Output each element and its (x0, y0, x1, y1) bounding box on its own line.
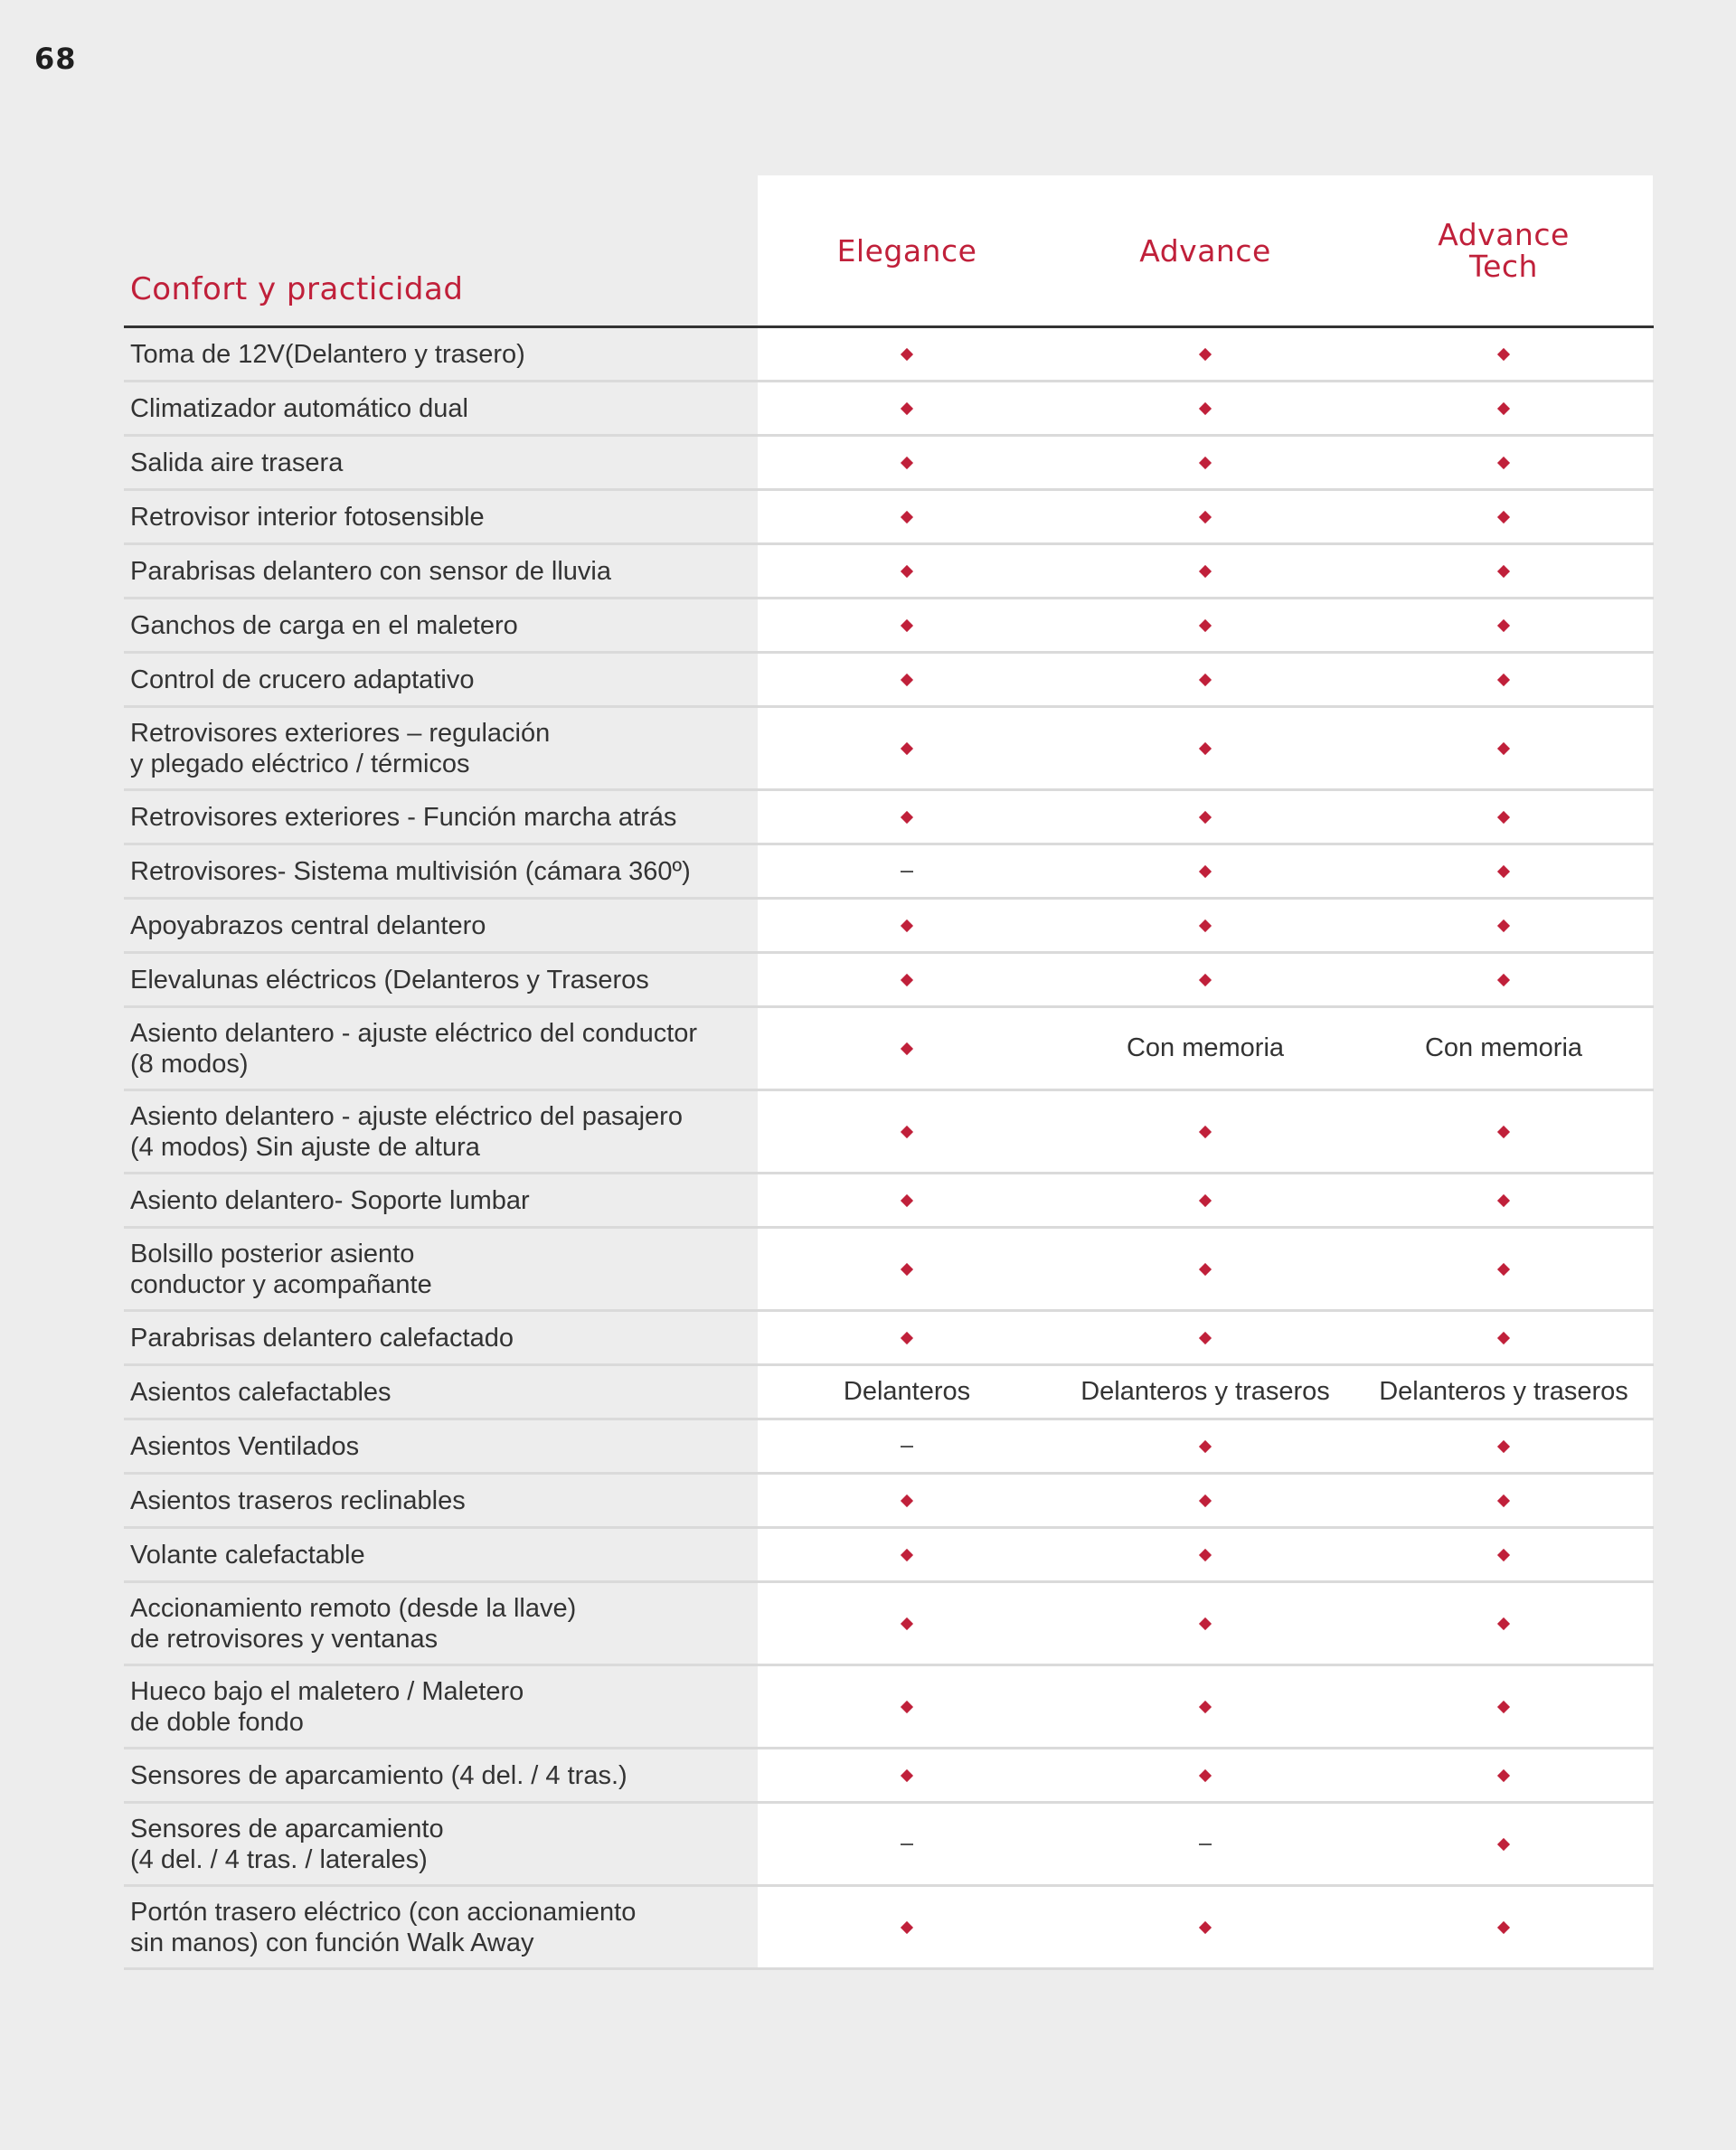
availability-cell (1354, 491, 1653, 542)
availability-cell (1354, 1749, 1653, 1801)
included-dot-icon (1497, 1193, 1510, 1206)
trim-header-elegance: Elegance (758, 175, 1056, 325)
availability-cell (1056, 791, 1354, 843)
included-dot-icon (901, 1193, 913, 1206)
included-dot-icon (1199, 1617, 1212, 1629)
included-dot-icon (1497, 1700, 1510, 1712)
table-row (124, 328, 1654, 382)
availability-cell (758, 1749, 1056, 1801)
availability-cell (758, 545, 1056, 597)
included-dot-icon (1199, 1262, 1212, 1275)
included-dot-icon (901, 919, 913, 931)
included-dot-icon (1199, 1193, 1212, 1206)
feature-label: Asiento delantero - ajuste eléctrico del pasajero (4 modos) Sin ajuste de altura (130, 1101, 683, 1162)
included-dot-icon (1497, 919, 1510, 931)
included-dot-icon (901, 456, 913, 468)
feature-label: Hueco bajo el maletero / Maletero de doble fondo (130, 1676, 524, 1737)
included-dot-icon (1497, 1768, 1510, 1781)
table-row (124, 1529, 1654, 1583)
table-row (124, 545, 1654, 599)
value-cell: Delanteros (758, 1366, 1056, 1418)
availability-cell (1056, 382, 1354, 434)
availability-cell (758, 382, 1056, 434)
availability-cell (1354, 545, 1653, 597)
table-row (124, 900, 1654, 954)
included-dot-icon (1199, 1439, 1212, 1452)
included-dot-icon (1497, 1617, 1510, 1629)
included-dot-icon (1199, 1331, 1212, 1344)
feature-label: Bolsillo posterior asiento conductor y acompañante (130, 1239, 432, 1299)
trim-header-advance: Advance (1056, 175, 1354, 325)
availability-cell (758, 1008, 1056, 1089)
availability-cell (1056, 1749, 1354, 1801)
availability-cell (1056, 1583, 1354, 1664)
availability-cell (1354, 1091, 1653, 1172)
included-dot-icon (1497, 618, 1510, 631)
availability-cell (758, 1666, 1056, 1747)
availability-cell (758, 1887, 1056, 1967)
availability-cell (758, 1174, 1056, 1226)
included-dot-icon (1199, 673, 1212, 685)
availability-cell (1354, 708, 1653, 788)
availability-cell (1354, 1529, 1653, 1580)
not-available-dash-icon (901, 1844, 913, 1845)
included-dot-icon (1199, 1700, 1212, 1712)
included-dot-icon (901, 618, 913, 631)
value-cell: Delanteros y traseros (1056, 1366, 1354, 1418)
feature-label: Climatizador automático dual (130, 393, 468, 423)
included-dot-icon (1497, 673, 1510, 685)
availability-cell (1354, 328, 1653, 380)
included-dot-icon (901, 1125, 913, 1137)
feature-label: Retrovisor interior fotosensible (130, 502, 485, 532)
included-dot-icon (901, 347, 913, 360)
table-row (124, 708, 1654, 791)
availability-cell (1056, 1666, 1354, 1747)
included-dot-icon (1199, 1548, 1212, 1561)
availability-cell (758, 1475, 1056, 1526)
section-title: Confort y practicidad (130, 271, 464, 307)
not-available-dash-icon (901, 1446, 913, 1447)
availability-cell (758, 845, 1056, 897)
included-dot-icon (1497, 1262, 1510, 1275)
availability-cell (1354, 1804, 1653, 1884)
table-row (124, 1666, 1654, 1749)
included-dot-icon (1497, 973, 1510, 985)
not-available-dash-icon (901, 871, 913, 872)
included-dot-icon (1497, 1494, 1510, 1506)
included-dot-icon (1199, 1125, 1212, 1137)
table-row (124, 1174, 1654, 1229)
table-row (124, 382, 1654, 437)
availability-cell (758, 900, 1056, 951)
table-row (124, 1583, 1654, 1666)
value-cell: Delanteros y traseros (1354, 1366, 1653, 1418)
included-dot-icon (1497, 741, 1510, 754)
availability-cell (1056, 1420, 1354, 1472)
included-dot-icon (1199, 741, 1212, 754)
included-dot-icon (1497, 401, 1510, 414)
table-row (124, 599, 1654, 654)
availability-cell (1056, 1174, 1354, 1226)
availability-cell (1056, 1804, 1354, 1884)
table-row (124, 791, 1654, 845)
included-dot-icon (1199, 1768, 1212, 1781)
feature-label: Asientos calefactables (130, 1377, 392, 1407)
table-row (124, 1312, 1654, 1366)
included-dot-icon (1199, 510, 1212, 523)
feature-label: Accionamiento remoto (desde la llave) de retrovisores y ventanas (130, 1593, 577, 1654)
table-row (124, 845, 1654, 900)
availability-cell (1056, 1229, 1354, 1309)
availability-cell (1056, 491, 1354, 542)
feature-label: Toma de 12V(Delantero y trasero) (130, 339, 525, 369)
table-row (124, 1804, 1654, 1887)
included-dot-icon (901, 564, 913, 577)
included-dot-icon (901, 1768, 913, 1781)
availability-cell (1354, 1666, 1653, 1747)
included-dot-icon (901, 1548, 913, 1561)
availability-cell (1354, 1312, 1653, 1363)
availability-cell (1354, 900, 1653, 951)
availability-cell (758, 954, 1056, 1005)
availability-cell (1056, 599, 1354, 651)
availability-cell (1354, 437, 1653, 488)
availability-cell (1056, 954, 1354, 1005)
included-dot-icon (901, 1617, 913, 1629)
included-dot-icon (1497, 1439, 1510, 1452)
availability-cell (1354, 654, 1653, 705)
table-row (124, 1229, 1654, 1312)
table-row (124, 1008, 1654, 1091)
included-dot-icon (1497, 456, 1510, 468)
included-dot-icon (1199, 1494, 1212, 1506)
included-dot-icon (901, 510, 913, 523)
table-row (124, 654, 1654, 708)
availability-cell (758, 491, 1056, 542)
feature-label: Ganchos de carga en el maletero (130, 610, 518, 640)
availability-cell (758, 708, 1056, 788)
included-dot-icon (1497, 1331, 1510, 1344)
feature-label: Parabrisas delantero con sensor de lluvia (130, 556, 611, 586)
availability-cell (1056, 1529, 1354, 1580)
included-dot-icon (1199, 973, 1212, 985)
availability-cell (758, 654, 1056, 705)
availability-cell (1056, 545, 1354, 597)
availability-cell (1354, 599, 1653, 651)
included-dot-icon (901, 1494, 913, 1506)
included-dot-icon (1497, 864, 1510, 877)
availability-cell (758, 1804, 1056, 1884)
table-row (124, 1887, 1654, 1970)
availability-cell (1056, 1475, 1354, 1526)
availability-cell (758, 328, 1056, 380)
included-dot-icon (901, 1700, 913, 1712)
included-dot-icon (901, 973, 913, 985)
feature-label: Sensores de aparcamiento (4 del. / 4 tras. / laterales) (130, 1814, 444, 1874)
availability-cell (1056, 845, 1354, 897)
included-dot-icon (1199, 1920, 1212, 1933)
availability-cell (1354, 1420, 1653, 1472)
availability-cell (758, 1420, 1056, 1472)
included-dot-icon (901, 1920, 913, 1933)
table-row (124, 1091, 1654, 1174)
included-dot-icon (901, 741, 913, 754)
included-dot-icon (1497, 347, 1510, 360)
availability-cell (758, 1583, 1056, 1664)
feature-label: Volante calefactable (130, 1540, 365, 1570)
feature-label: Sensores de aparcamiento (4 del. / 4 tras.) (130, 1760, 627, 1790)
availability-cell (1056, 1887, 1354, 1967)
availability-cell (758, 437, 1056, 488)
feature-label: Asientos Ventilados (130, 1431, 360, 1461)
included-dot-icon (1199, 401, 1212, 414)
feature-label: Retrovisores exteriores - Función marcha atrás (130, 802, 677, 832)
included-dot-icon (901, 673, 913, 685)
availability-cell (1056, 1091, 1354, 1172)
included-dot-icon (1497, 564, 1510, 577)
feature-label: Retrovisores exteriores – regulación y plegado eléctrico / térmicos (130, 718, 551, 778)
availability-cell (1056, 1312, 1354, 1363)
value-cell: Con memoria (1056, 1008, 1354, 1089)
availability-cell (758, 1091, 1056, 1172)
included-dot-icon (1199, 456, 1212, 468)
availability-cell (1354, 382, 1653, 434)
availability-cell (1056, 708, 1354, 788)
feature-label: Apoyabrazos central delantero (130, 910, 486, 940)
feature-label: Parabrisas delantero calefactado (130, 1323, 514, 1353)
availability-cell (1354, 791, 1653, 843)
included-dot-icon (1497, 1125, 1510, 1137)
table-row (124, 1749, 1654, 1804)
included-dot-icon (1497, 810, 1510, 823)
availability-cell (1354, 1229, 1653, 1309)
included-dot-icon (901, 1042, 913, 1054)
included-dot-icon (1199, 618, 1212, 631)
availability-cell (1056, 900, 1354, 951)
included-dot-icon (1199, 864, 1212, 877)
table-row (124, 1475, 1654, 1529)
availability-cell (1354, 845, 1653, 897)
page-number: 68 (34, 42, 77, 76)
table-row (124, 491, 1654, 545)
feature-label: Asiento delantero - ajuste eléctrico del conductor (8 modos) (130, 1018, 698, 1079)
included-dot-icon (1497, 1837, 1510, 1850)
included-dot-icon (1497, 1548, 1510, 1561)
feature-label: Retrovisores- Sistema multivisión (cámara 360º) (130, 856, 691, 886)
feature-label: Asiento delantero- Soporte lumbar (130, 1185, 530, 1215)
included-dot-icon (1199, 347, 1212, 360)
included-dot-icon (901, 1262, 913, 1275)
availability-cell (758, 1229, 1056, 1309)
included-dot-icon (901, 1331, 913, 1344)
availability-cell (1354, 1583, 1653, 1664)
feature-label: Asientos traseros reclinables (130, 1485, 466, 1515)
included-dot-icon (901, 810, 913, 823)
table-header (124, 175, 1654, 328)
value-cell: Con memoria (1354, 1008, 1653, 1089)
table-row (124, 1366, 1654, 1420)
feature-label: Salida aire trasera (130, 448, 344, 477)
availability-cell (758, 599, 1056, 651)
included-dot-icon (1199, 919, 1212, 931)
included-dot-icon (901, 401, 913, 414)
availability-cell (758, 791, 1056, 843)
table-row (124, 437, 1654, 491)
spec-table (124, 175, 1654, 1970)
trim-header-advance-tech: Advance Tech (1354, 175, 1653, 325)
feature-label: Elevalunas eléctricos (Delanteros y Traseros (130, 965, 649, 995)
table-body (124, 328, 1654, 1970)
availability-cell (1354, 1475, 1653, 1526)
included-dot-icon (1497, 1920, 1510, 1933)
availability-cell (1354, 1174, 1653, 1226)
included-dot-icon (1497, 510, 1510, 523)
availability-cell (758, 1312, 1056, 1363)
feature-label: Control de crucero adaptativo (130, 665, 475, 694)
availability-cell (758, 1529, 1056, 1580)
included-dot-icon (1199, 564, 1212, 577)
table-row (124, 1420, 1654, 1475)
availability-cell (1056, 328, 1354, 380)
availability-cell (1354, 1887, 1653, 1967)
table-row (124, 954, 1654, 1008)
included-dot-icon (1199, 810, 1212, 823)
availability-cell (1056, 654, 1354, 705)
availability-cell (1056, 437, 1354, 488)
feature-label: Portón trasero eléctrico (con accionamiento sin manos) con función Walk Away (130, 1897, 637, 1957)
availability-cell (1354, 954, 1653, 1005)
not-available-dash-icon (1199, 1844, 1212, 1845)
